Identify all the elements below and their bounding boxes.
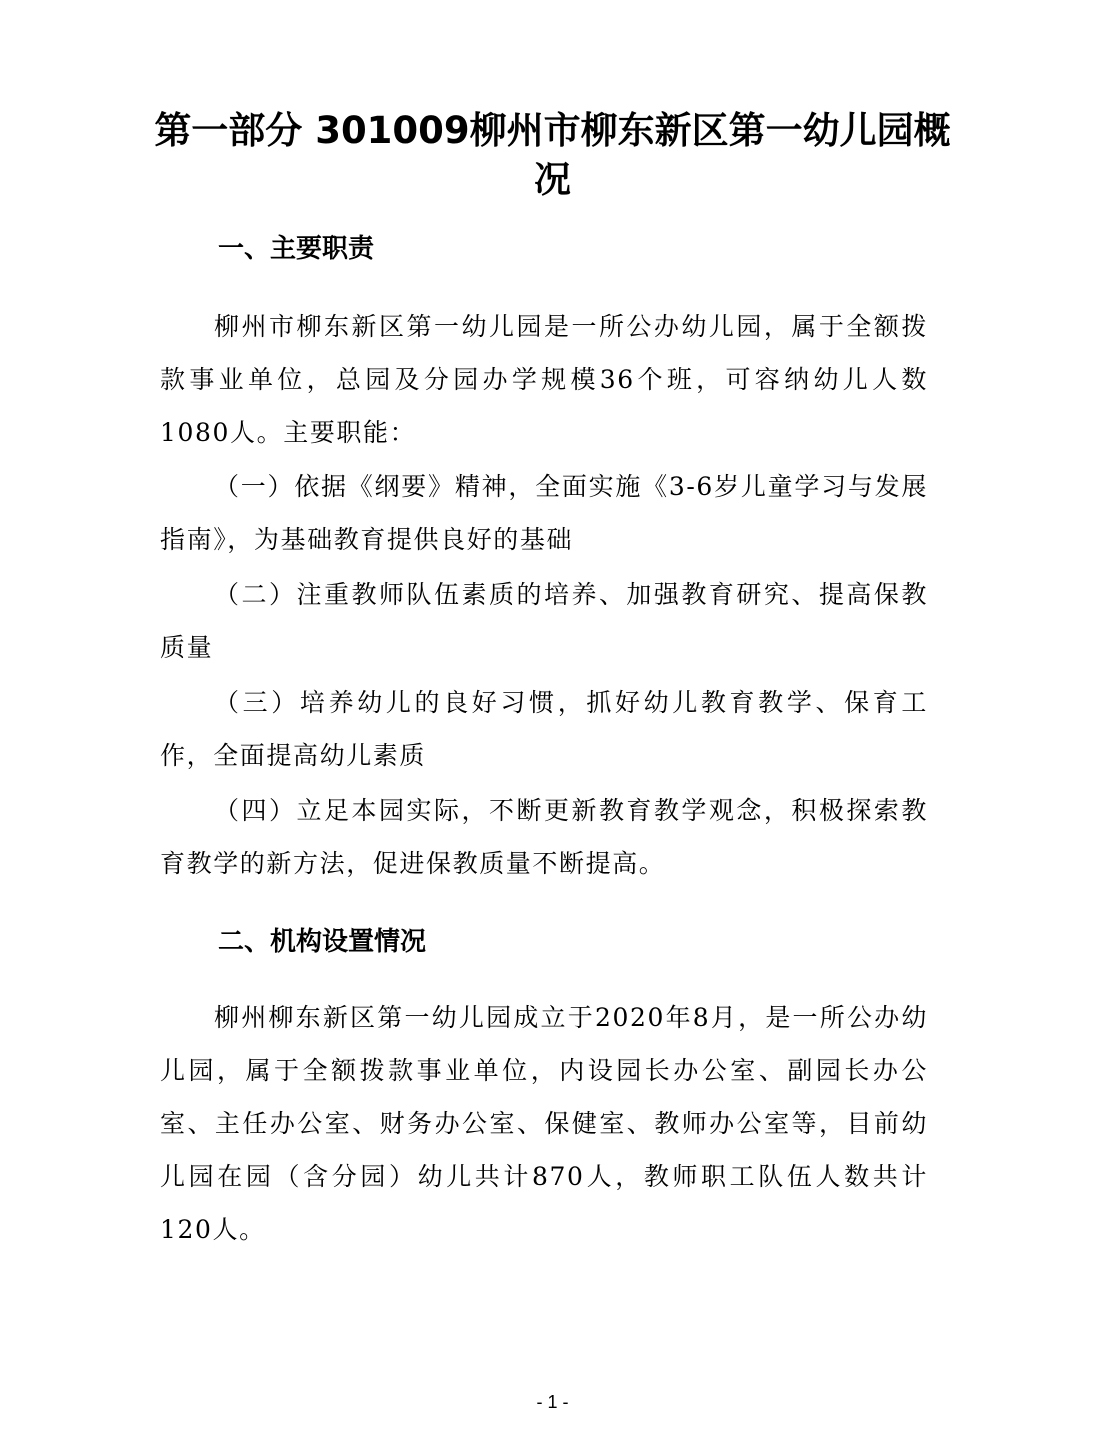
page-title: 第一部分 301009柳州市柳东新区第一幼儿园概况 xyxy=(154,109,951,201)
paragraph-duty-1: （一）依据《纲要》精神，全面实施《3-6岁儿童学习与发展指南》，为基础教育提供良好的基础 xyxy=(160,472,928,554)
paragraph-duty-2: （二）注重教师队伍素质的培养、加强教育研究、提高保教质量 xyxy=(160,580,928,662)
section-heading-organization: 二、机构设置情况 xyxy=(218,927,427,957)
paragraph-duty-4: （四）立足本园实际，不断更新教育教学观念，积极探索教育教学的新方法，促进保教质量不断提高。 xyxy=(160,796,928,878)
section-heading-main-duties: 一、主要职责 xyxy=(218,234,375,264)
paragraph-duty-3: （三）培养幼儿的良好习惯，抓好幼儿教育教学、保育工作，全面提高幼儿素质 xyxy=(160,688,928,770)
paragraph-organization: 柳州柳东新区第一幼儿园成立于2020年8月，是一所公办幼儿园，属于全额拨款事业单位，内设园长办公室、副园长办公室、主任办公室、财务办公室、保健室、教师办公室等，目前幼儿园在园（含分园）幼儿共计870人，教师职工队伍人数共计120人。 xyxy=(160,1003,928,1244)
page-number: - 1 - xyxy=(536,1392,569,1412)
paragraph-intro: 柳州市柳东新区第一幼儿园是一所公办幼儿园，属于全额拨款事业单位，总园及分园办学规模36个班，可容纳幼儿人数1080人。主要职能： xyxy=(160,312,928,447)
